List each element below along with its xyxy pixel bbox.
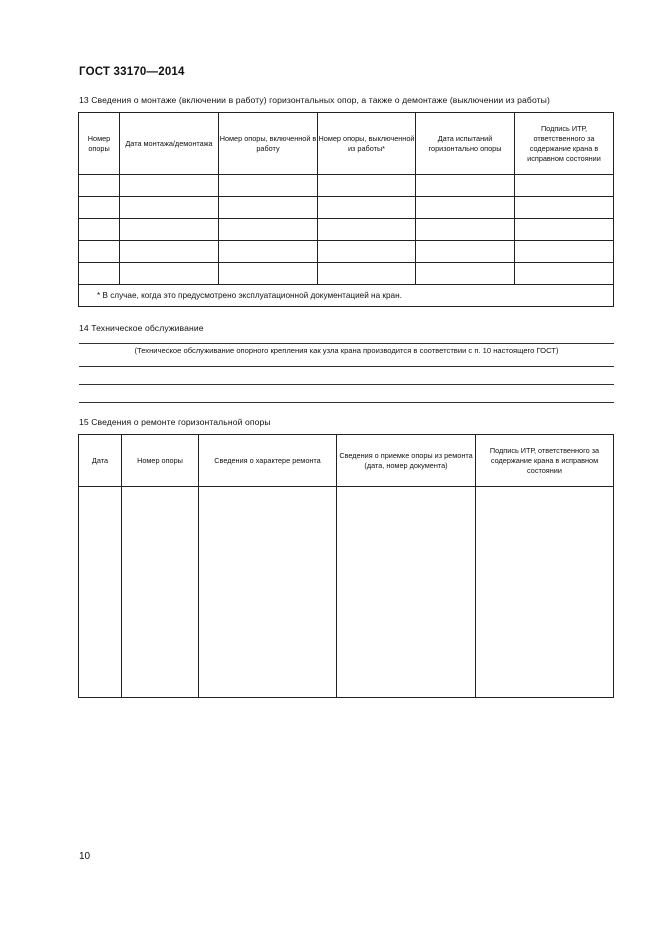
table-cell[interactable] [219, 263, 318, 285]
table-row [79, 263, 614, 285]
col-acceptance: Сведения о приемке опоры из ремонта (дата, номер документа) [337, 435, 476, 487]
table-cell[interactable] [122, 487, 199, 698]
table-cell[interactable] [120, 197, 219, 219]
table-cell[interactable] [219, 241, 318, 263]
table-row [79, 197, 614, 219]
col-date: Дата [79, 435, 122, 487]
document-code: ГОСТ 33170—2014 [79, 66, 185, 78]
table-cell[interactable] [219, 197, 318, 219]
table-cell[interactable] [120, 241, 219, 263]
fill-line[interactable] [79, 384, 614, 385]
table-cell[interactable] [416, 219, 515, 241]
table-cell[interactable] [318, 219, 416, 241]
col-support-enabled: Номер опоры, включенной в работу [219, 113, 318, 175]
table-cell[interactable] [318, 197, 416, 219]
col-mount-date: Дата монтажа/демонтажа [120, 113, 219, 175]
table-cell[interactable] [515, 241, 614, 263]
table-cell[interactable] [416, 197, 515, 219]
section-15-title: 15 Сведения о ремонте горизонтальной опоры [79, 417, 271, 427]
table-row [79, 487, 614, 698]
table-cell[interactable] [79, 263, 120, 285]
table-cell[interactable] [318, 241, 416, 263]
table-cell[interactable] [79, 175, 120, 197]
table-cell[interactable] [120, 219, 219, 241]
table-cell[interactable] [79, 241, 120, 263]
fill-line[interactable] [79, 343, 614, 344]
fill-line[interactable] [79, 366, 614, 367]
col-support-number: Номер опоры [79, 113, 120, 175]
table-cell[interactable] [199, 487, 337, 698]
fill-line[interactable] [79, 402, 614, 403]
table-cell[interactable] [79, 219, 120, 241]
table-cell[interactable] [515, 197, 614, 219]
table-cell[interactable] [219, 219, 318, 241]
table-cell[interactable] [515, 263, 614, 285]
footnote-row [79, 285, 614, 307]
table-cell[interactable] [79, 197, 120, 219]
table-cell[interactable] [515, 219, 614, 241]
table-row [79, 175, 614, 197]
table-cell[interactable] [120, 263, 219, 285]
repair-table-header-row [79, 435, 614, 487]
table-cell[interactable] [515, 175, 614, 197]
table-cell[interactable] [416, 241, 515, 263]
table-cell[interactable] [476, 487, 614, 698]
table-cell[interactable] [318, 175, 416, 197]
repair-table [78, 434, 614, 698]
table-row [79, 241, 614, 263]
table-cell[interactable] [416, 175, 515, 197]
col-signature: Подпись ИТР, ответственного за содержание крана в исправном состоянии [476, 435, 614, 487]
table-cell[interactable] [120, 175, 219, 197]
col-repair-nature: Сведения о характере ремонта [199, 435, 337, 487]
table-cell[interactable] [416, 263, 515, 285]
maintenance-note: (Техническое обслуживание опорного крепления как узла крана производится в соответствии с п. 10 настоящего ГОСТ) [134, 346, 559, 355]
table-cell[interactable] [318, 263, 416, 285]
section-13-title: 13 Сведения о монтаже (включении в работу) горизонтальных опор, а также о демонтаже (выключении из работы) [79, 95, 550, 105]
table-footnote: * В случае, когда это предусмотрено эксплуатационной документацией на кран. [79, 285, 614, 307]
table-cell[interactable] [219, 175, 318, 197]
mounting-table [78, 112, 614, 307]
col-test-date: Дата испытаний горизонтально опоры [416, 113, 515, 175]
col-support-disabled: Номер опоры, выключенной из работы* [318, 113, 416, 175]
section-14-title: 14 Техническое обслуживание [79, 323, 204, 333]
table-cell[interactable] [79, 487, 122, 698]
mounting-table-header-row [79, 113, 614, 175]
table-cell[interactable] [337, 487, 476, 698]
table-row [79, 219, 614, 241]
col-signature: Подпись ИТР, ответственного за содержание крана в исправном состоянии [515, 113, 614, 175]
col-support-number: Номер опоры [122, 435, 199, 487]
page-number: 10 [79, 851, 91, 862]
